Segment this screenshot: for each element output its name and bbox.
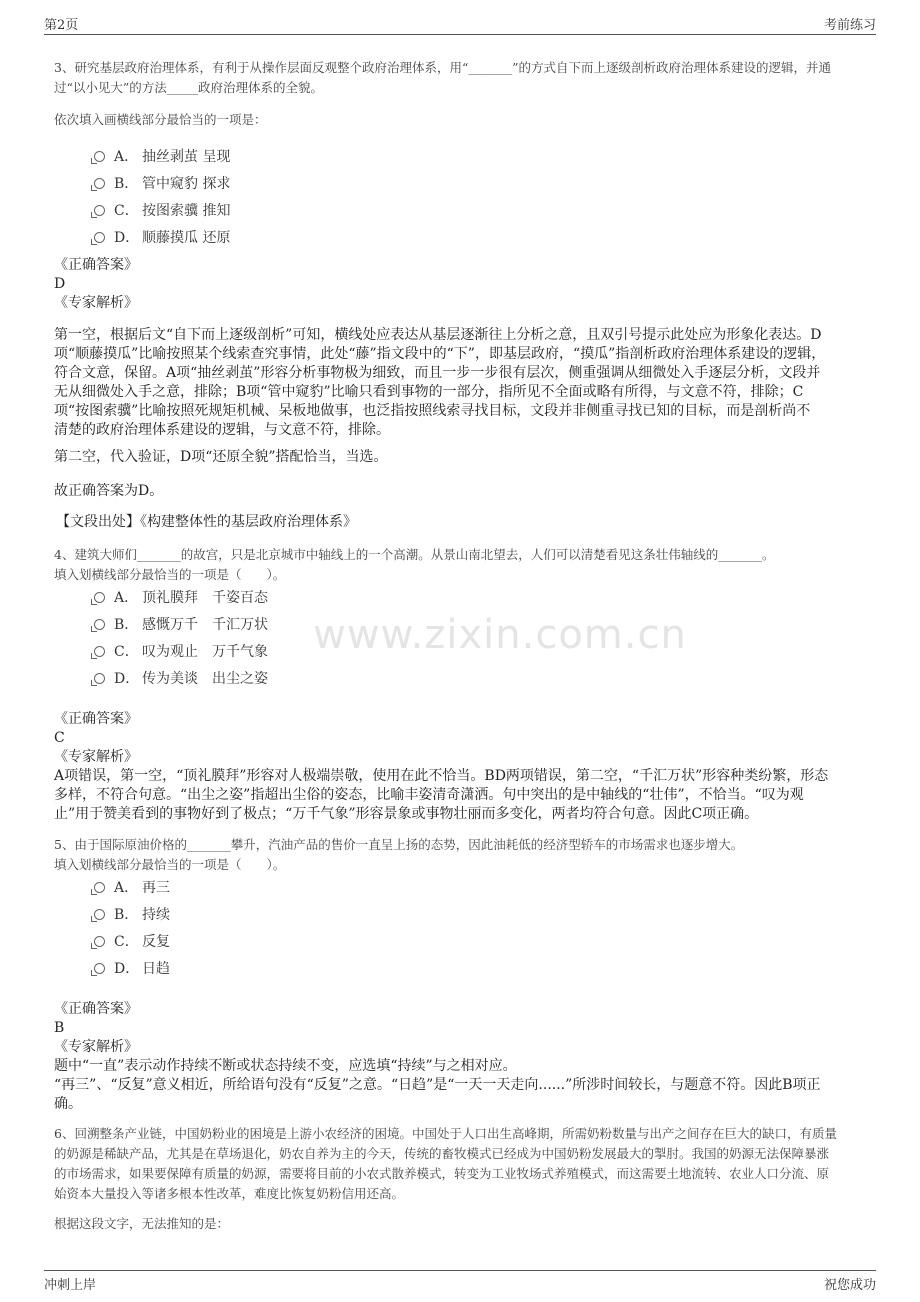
option-text: 叹为观止 万千气象: [142, 644, 268, 660]
radio-icon[interactable]: [94, 909, 105, 920]
radio-icon[interactable]: [94, 178, 105, 189]
radio-icon[interactable]: [94, 963, 105, 974]
answer-label: 《正确答案》: [54, 711, 138, 727]
q4-prompt: 填入划横线部分最恰当的一项是（ ）。: [54, 567, 286, 582]
analysis-label: 《专家解析》: [54, 1039, 138, 1055]
analysis-line: 项“按图索骥”比喻按照死规矩机械、呆板地做事，也泛指按照线索寻找目标，文段并非侧重寻找已知的目标，而是剖析尚不: [54, 403, 811, 419]
q3-stem-line: 3、研究基层政府治理体系，有利于从操作层面反观整个政府治理体系，用“_______”的方式自下而上逐级剖析政府治理体系建设的逻辑，并通: [54, 60, 831, 75]
answer-value: D: [54, 276, 66, 292]
analysis-line: 止”用于赞美看到的事物好到了极点；“万千气象”形容景象或事物壮丽而多变化，两者均符合句意。因此C项正确。: [54, 806, 759, 822]
option-letter: B．: [114, 907, 139, 923]
q3-conclusion: 故正确答案为D。: [54, 483, 164, 499]
option-letter: B．: [114, 617, 139, 633]
q4-stem: 4、建筑大师们_______的故宫，只是北京城市中轴线上的一个高潮。从景山南北望去，人们可以清楚看见这条壮伟轴线的_______。: [54, 547, 775, 562]
header-title: 考前练习: [823, 18, 876, 33]
footer-left: 冲刺上岸: [44, 1278, 97, 1293]
q6-stem: [54, 1124, 866, 1204]
option-letter: C．: [114, 644, 139, 660]
radio-icon[interactable]: [94, 646, 105, 657]
option-text: 顶礼膜拜 千姿百态: [142, 590, 268, 606]
answer-label: 《正确答案》: [54, 1001, 138, 1017]
option-text: 反复: [142, 934, 170, 950]
option-letter: D．: [114, 961, 140, 977]
q5-stem: 5、由于国际原油价格的_______攀升，汽油产品的售价一直呈上扬的态势，因此油耗低的经济型轿车的市场需求也逐步增大。: [54, 837, 744, 852]
analysis-label: 《专家解析》: [54, 295, 138, 311]
answer-value: B: [54, 1020, 65, 1036]
q3-analysis: [54, 326, 866, 440]
option-letter: A．: [114, 149, 139, 165]
option-text: 按图索骥 推知: [142, 203, 231, 219]
option-text: 传为美谈 出尘之姿: [142, 671, 268, 687]
page-header: [44, 10, 876, 35]
option-letter: A．: [114, 880, 139, 896]
page-number: 第2页: [44, 18, 79, 33]
radio-icon[interactable]: [94, 592, 105, 603]
analysis-line: A项错误，第一空，“顶礼膜拜”形容对人极端崇敬，使用在此不恰当。BD两项错误，第二空，“千汇万状”形容种类纷繁，形态: [54, 768, 829, 784]
radio-icon[interactable]: [94, 936, 105, 947]
q5-prompt: 填入划横线部分最恰当的一项是（ ）。: [54, 857, 286, 872]
q6-stem-line: 6、回溯整条产业链，中国奶粉业的困境是上游小农经济的困境。中国处于人口出生高峰期，所需奶粉数量与出产之间存在巨大的缺口，有质量: [54, 1126, 837, 1141]
option-letter: C．: [114, 203, 139, 219]
answer-value: C: [54, 730, 65, 746]
analysis-line: 无从细微处入手之意，排除；B项“管中窥豹”比喻只看到事物的一部分，指所见不全面或略有所得，与文意不符，排除；C: [54, 384, 804, 400]
option-text: 感慨万千 千汇万状: [142, 617, 268, 633]
footer-right: 祝您成功: [823, 1278, 876, 1293]
option-letter: C．: [114, 934, 139, 950]
analysis-line: 清楚的政府治理体系建设的逻辑，与文意不符，排除。: [54, 422, 390, 438]
q3-stem-line: 过“以小见大”的方法_____政府治理体系的全貌。: [54, 80, 324, 95]
analysis-line: 符合文意，保留。A项“抽丝剥茧”形容分析事物极为细致，而且一步一步很有层次，侧重强调从细微处入手逐层分析，文段并: [54, 365, 821, 381]
radio-icon[interactable]: [94, 619, 105, 630]
option-letter: D．: [114, 671, 140, 687]
radio-icon[interactable]: [94, 151, 105, 162]
radio-icon[interactable]: [94, 882, 105, 893]
option-text: 再三: [142, 880, 170, 896]
analysis-line: “再三”、“反复”意义相近，所给语句没有“反复”之意。“日趋”是“一天一天走向......”所涉时间较长，与题意不符。因此B项正: [54, 1077, 821, 1093]
option-text: 管中窥豹 探求: [142, 176, 231, 192]
q3-answer-block: [54, 256, 866, 313]
page-footer: [44, 1270, 876, 1295]
option-text: 持续: [142, 907, 170, 923]
radio-icon[interactable]: [94, 673, 105, 684]
analysis-line: 题中“一直”表示动作持续不断或状态持续不变，应选填“持续”与之相对应。: [54, 1058, 517, 1074]
option-letter: D．: [114, 230, 140, 246]
option-text: 顺藤摸瓜 还原: [142, 230, 231, 246]
analysis-line: 项“顺藤摸瓜”比喻按照某个线索查究事情，此处“藤”指文段中的“下”，即基层政府，“摸瓜”指剖析政府治理体系建设的逻辑，: [54, 346, 826, 362]
q3-stem: [54, 58, 866, 98]
option-text: 抽丝剥茧 呈现: [142, 149, 231, 165]
q6-stem-line: 的市场需求，如果要保障有质量的奶源，需要将目前的小农式散养模式，转变为工业牧场式养殖模式，而这需要土地流转、农业人口分流、原: [54, 1166, 830, 1181]
analysis-line: 多样，不符合句意。“出尘之姿”指超出尘俗的姿态，比喻丰姿清奇潇洒。句中突出的是中轴线的“壮伟”，不恰当。“叹为观: [54, 787, 804, 803]
q3-second-blank: 第二空，代入验证，D项“还原全貌”搭配恰当，当选。: [54, 449, 388, 465]
option-letter: A．: [114, 590, 139, 606]
q6-stem-line: 的奶源是稀缺产品，尤其是在草场退化，奶农自养为主的今天，传统的畜牧模式已经成为中国奶粉发展最大的掣肘。我国的奶源无法保障暴涨: [54, 1146, 830, 1161]
radio-icon[interactable]: [94, 205, 105, 216]
watermark: www.zixin.com.cn: [313, 612, 687, 658]
analysis-line: 第一空，根据后文“自下而上逐级剖析”可知，横线处应表达从基层逐渐往上分析之意，且双引号提示此处应为形象化表达。D: [54, 327, 822, 343]
q3-prompt: 依次填入画横线部分最恰当的一项是：: [54, 112, 267, 127]
q3-source: 【文段出处】《构建整体性的基层政府治理体系》: [56, 514, 357, 530]
q6-prompt: 根据这段文字，无法推知的是：: [54, 1216, 230, 1231]
q6-stem-line: 始资本大量投入等诸多根本性改革，难度比恢复奶粉信用还高。: [54, 1186, 405, 1201]
radio-icon[interactable]: [94, 232, 105, 243]
analysis-line: 确。: [54, 1096, 82, 1112]
analysis-label: 《专家解析》: [54, 749, 138, 765]
q4-answer-block: [54, 710, 866, 824]
option-text: 日趋: [142, 961, 170, 977]
q5-answer-block: [54, 1000, 866, 1114]
option-letter: B．: [114, 176, 139, 192]
answer-label: 《正确答案》: [54, 257, 138, 273]
